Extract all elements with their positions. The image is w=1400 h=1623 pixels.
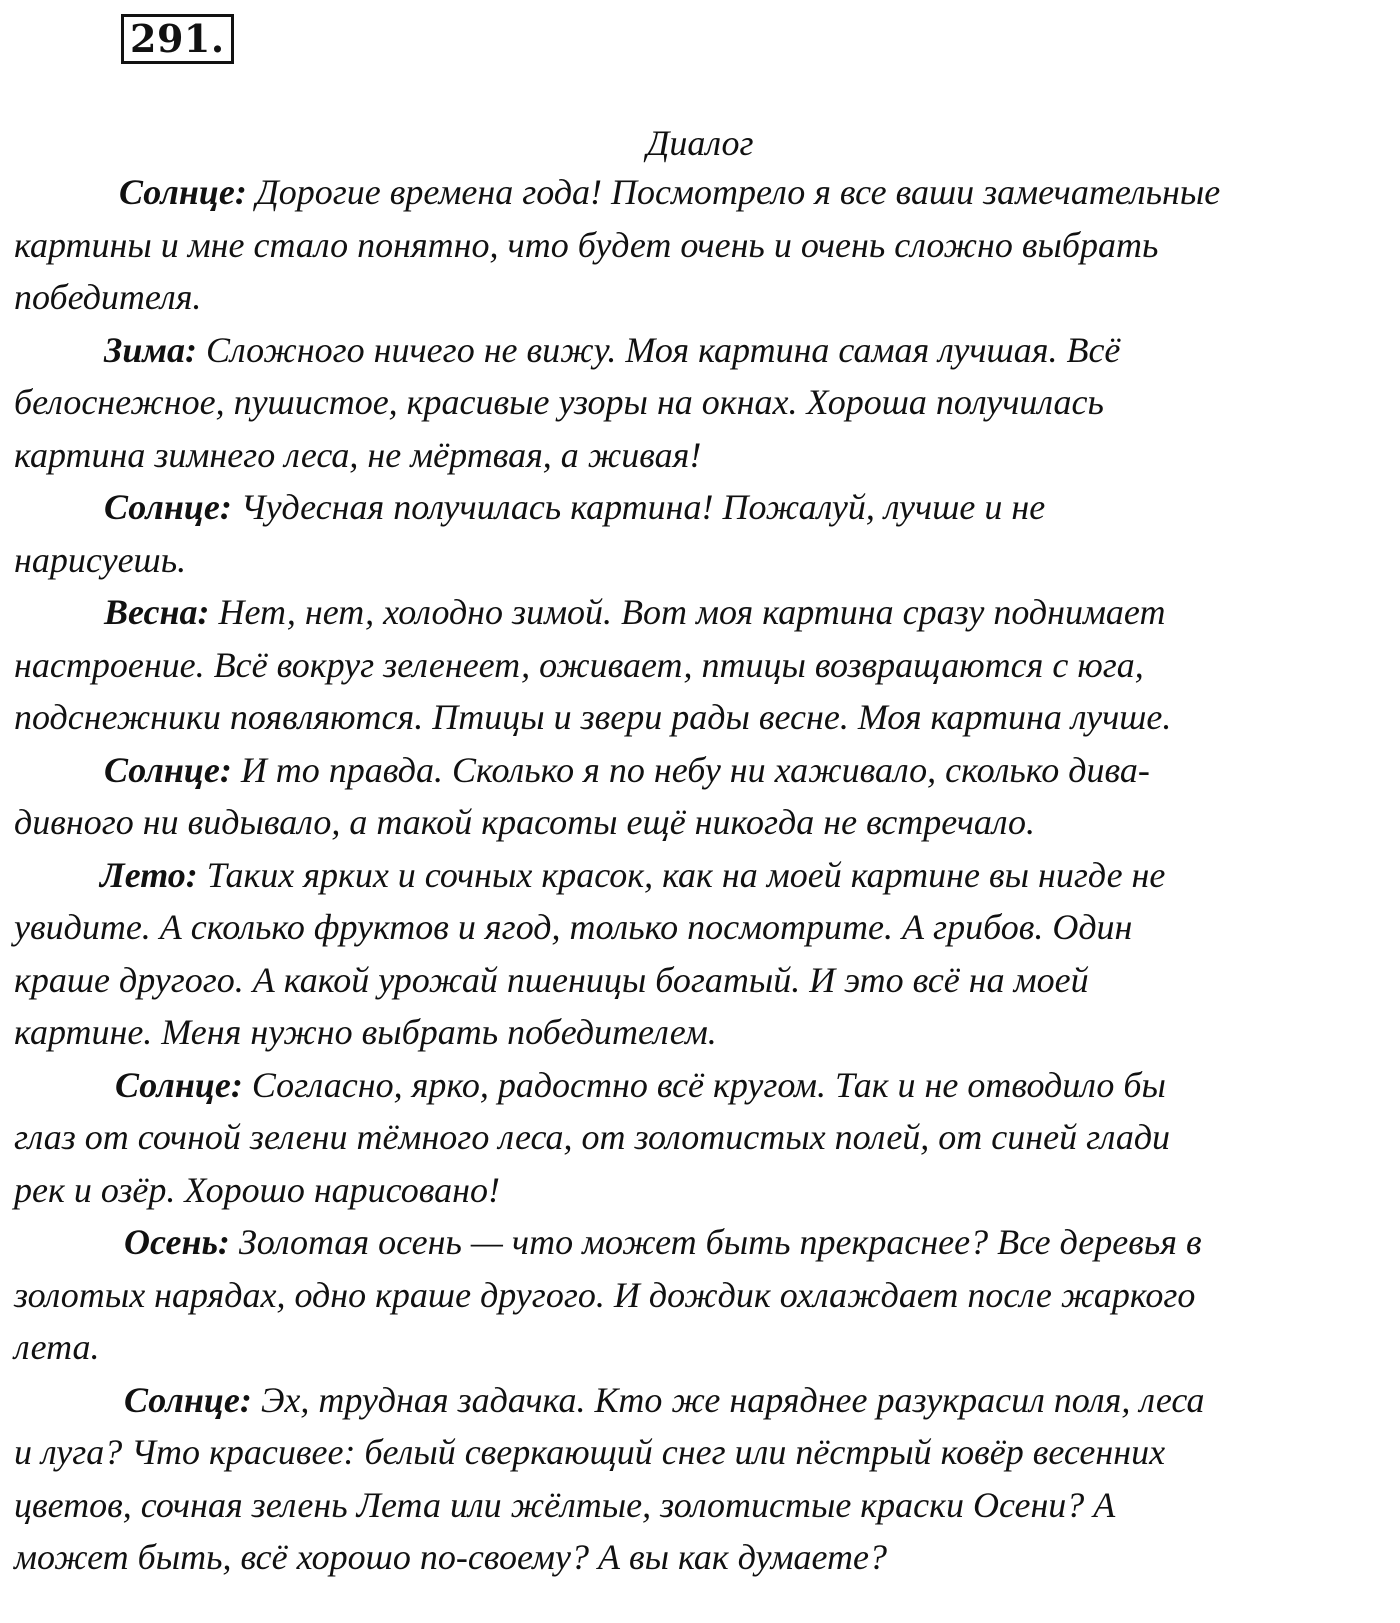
dialog-line <box>14 1479 1386 1532</box>
dialog-line <box>14 1531 1386 1584</box>
dialog-replica <box>14 324 1386 482</box>
speaker-name: Весна: <box>104 592 210 632</box>
speaker-name: Солнце: <box>124 1379 252 1420</box>
dialog-line <box>14 954 1386 1007</box>
replica-text: подснежники появляются. Птицы и звери рады весне. Моя картина лучше. <box>14 697 1172 737</box>
dialog-line <box>14 1164 1386 1217</box>
replica-text: Дорогие времена года! Посмотрело я все ваши замечательные <box>255 172 1221 212</box>
dialog-line <box>14 744 1386 797</box>
dialog-line <box>14 376 1386 429</box>
dialog-line <box>14 1321 1386 1374</box>
dialog-line <box>14 1111 1386 1164</box>
dialog-line <box>14 1059 1386 1112</box>
dialog-line <box>14 1216 1386 1269</box>
replica-text: настроение. Всё вокруг зеленеет, оживает, птицы возвращаются с юга, <box>14 644 1144 685</box>
replica-text: Эх, трудная задачка. Кто же наряднее разукрасил поля, леса <box>260 1379 1205 1420</box>
speaker-name: Лето: <box>100 854 198 895</box>
replica-text: краше другого. А какой урожай пшеницы богатый. И это всё на моей <box>14 959 1089 1000</box>
dialog-title: Диалог <box>646 123 754 163</box>
dialog-line <box>14 324 1386 377</box>
replica-text: Таких ярких и сочных красок, как на моей картине вы нигде не <box>206 854 1166 895</box>
dialog-replica <box>14 166 1386 324</box>
dialog-line <box>14 534 1386 587</box>
replica-text: золотых нарядах, одно краше другого. И дождик охлаждает после жаркого <box>14 1274 1196 1315</box>
replica-text: глаз от сочной зелени тёмного леса, от золотистых полей, от синей глади <box>14 1117 1171 1157</box>
dialog-line <box>14 166 1386 219</box>
speaker-name: Солнце: <box>104 487 232 527</box>
dialog-line <box>14 639 1386 692</box>
dialog-line <box>14 1006 1386 1059</box>
dialog-replica <box>14 481 1386 586</box>
replica-text: и луга? Что красивее: белый сверкающий снег или пёстрый ковёр весенних <box>14 1432 1166 1472</box>
exercise-number: 291. <box>121 14 234 64</box>
replica-text: Нет, нет, холодно зимой. Вот моя картина сразу поднимает <box>218 592 1166 632</box>
dialog-replica <box>14 849 1386 1059</box>
dialog-line <box>14 586 1386 639</box>
replica-text: картине. Меня нужно выбрать победителем. <box>14 1012 717 1052</box>
replica-text: цветов, сочная зелень Лета или жёлтые, золотистые краски Осени? А <box>14 1484 1116 1525</box>
dialog-replica <box>14 1059 1386 1217</box>
replica-text: дивного ни видывало, а такой красоты ещё никогда не встречало. <box>14 802 1036 842</box>
replica-text: Золотая осень — что может быть прекраснее? Все деревья в <box>238 1222 1202 1262</box>
dialog-line <box>14 1374 1386 1427</box>
dialog-line <box>14 429 1386 482</box>
replica-text: увидите. А сколько фруктов и ягод, только посмотрите. А грибов. Один <box>14 907 1133 947</box>
dialog-text <box>14 166 1386 1584</box>
dialog-replica <box>14 1374 1386 1584</box>
dialog-line <box>14 901 1386 954</box>
speaker-name: Солнце: <box>119 172 247 212</box>
replica-text: Чудесная получилась картина! Пожалуй, лучше и не <box>240 487 1046 527</box>
dialog-line <box>14 691 1386 744</box>
dialog-replica <box>14 586 1386 744</box>
replica-text: может быть, всё хорошо по-своему? А вы как думаете? <box>14 1537 888 1577</box>
replica-text: победителя. <box>14 277 202 317</box>
replica-text: белоснежное, пушистое, красивые узоры на окнах. Хороша получилась <box>14 382 1104 422</box>
speaker-name: Солнце: <box>115 1064 243 1105</box>
replica-text: картины и мне стало понятно, что будет очень и очень сложно выбрать <box>14 224 1159 265</box>
replica-text: И то правда. Сколько я по небу ни хаживало, сколько дива- <box>240 749 1150 790</box>
replica-text: нарисуешь. <box>14 539 187 580</box>
dialog-line <box>14 1426 1386 1479</box>
replica-text: картина зимнего леса, не мёртвая, а живая! <box>14 434 702 475</box>
replica-text: Согласно, ярко, радостно всё кругом. Так и не отводило бы <box>251 1064 1166 1105</box>
dialog-line <box>14 271 1386 324</box>
speaker-name: Солнце: <box>104 749 232 790</box>
dialog-line <box>14 1269 1386 1322</box>
speaker-name: Зима: <box>104 329 197 370</box>
replica-text: рек и озёр. Хорошо нарисовано! <box>14 1169 500 1210</box>
speaker-name: Осень: <box>124 1222 230 1262</box>
replica-text: Сложного ничего не вижу. Моя картина самая лучшая. Всё <box>206 329 1121 370</box>
dialog-line <box>14 796 1386 849</box>
dialog-line <box>14 481 1386 534</box>
dialog-replica <box>14 1216 1386 1374</box>
dialog-line <box>14 849 1386 902</box>
replica-text: лета. <box>14 1327 100 1367</box>
dialog-line <box>14 219 1386 272</box>
dialog-replica <box>14 744 1386 849</box>
